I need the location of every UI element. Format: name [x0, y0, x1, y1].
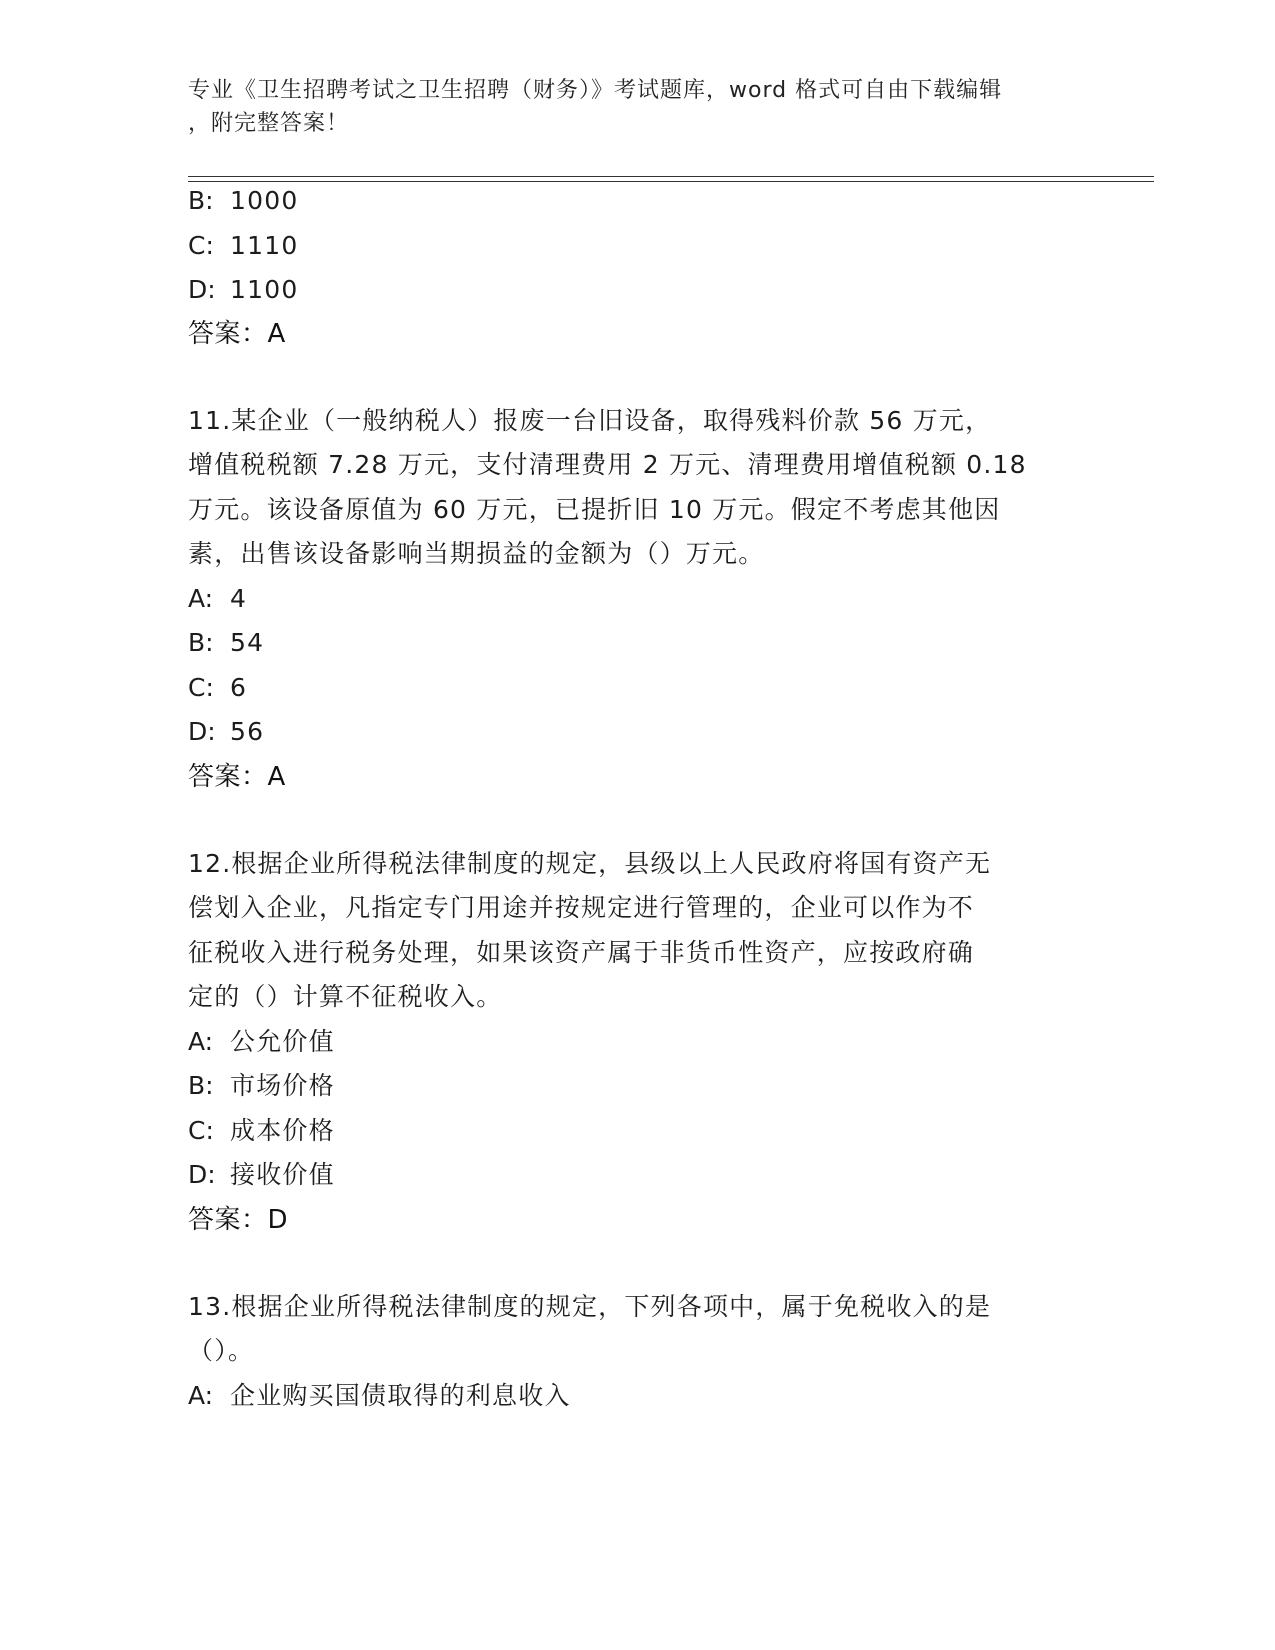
q10-option-b [188, 186, 298, 216]
option-text: 市场价格 [230, 1071, 335, 1100]
q13-stem-line-2: （）。 [188, 1336, 255, 1365]
option-label: A: [188, 584, 214, 613]
option-label: C: [188, 1116, 214, 1145]
option-text: 1000 [230, 186, 299, 215]
option-label: D: [188, 275, 216, 304]
option-text: 接收价值 [230, 1160, 335, 1189]
q11-stem-line-3: 万元。该设备原值为 60 万元，已提折旧 10 万元。假定不考虑其他因 [188, 495, 1001, 524]
q12-option-c [188, 1116, 335, 1146]
option-label: C: [188, 231, 214, 260]
header-line-2: ，附完整答案！ [188, 111, 350, 136]
q12-stem-line-4: 定的（）计算不征税收入。 [188, 982, 503, 1011]
option-text: 企业购买国债取得的利息收入 [230, 1381, 571, 1410]
q11-answer: 答案：A [188, 762, 286, 792]
q10-option-c [188, 231, 298, 261]
option-label: C: [188, 673, 214, 702]
q11-stem-line-2: 增值税税额 7.28 万元，支付清理费用 2 万元、清理费用增值税额 0.18 [188, 450, 1027, 479]
option-label: B: [188, 1071, 214, 1100]
option-text: 4 [230, 584, 248, 613]
q12-option-a [188, 1027, 335, 1057]
q12-answer: 答案：D [188, 1205, 289, 1235]
q12-stem-line-3: 征税收入进行税务处理，如果该资产属于非货币性资产，应按政府确 [188, 938, 975, 967]
q12-stem-line-1: 12.根据企业所得税法律制度的规定，县级以上人民政府将国有资产无 [188, 849, 992, 878]
option-label: A: [188, 1027, 214, 1056]
q12-option-b [188, 1071, 335, 1101]
q10-option-d [188, 275, 298, 305]
option-label: D: [188, 717, 216, 746]
header-divider-bottom [188, 181, 1154, 182]
q13-option-a [188, 1381, 571, 1411]
option-text: 6 [230, 673, 248, 702]
q11-option-b [188, 628, 264, 658]
option-text: 1110 [230, 231, 299, 260]
option-text: 成本价格 [230, 1116, 335, 1145]
option-label: A: [188, 1381, 214, 1410]
q12-stem-line-2: 偿划入企业，凡指定专门用途并按规定进行管理的，企业可以作为不 [188, 893, 975, 922]
option-label: B: [188, 186, 214, 215]
q12-option-d [188, 1160, 335, 1190]
option-text: 公允价值 [230, 1027, 335, 1056]
q10-answer: 答案：A [188, 319, 286, 349]
option-text: 1100 [230, 275, 299, 304]
q11-option-d [188, 717, 264, 747]
header-divider-top [188, 176, 1154, 177]
option-text: 54 [230, 628, 265, 657]
q13-stem-line-1: 13.根据企业所得税法律制度的规定，下列各项中，属于免税收入的是 [188, 1292, 992, 1321]
q11-stem-line-1: 11.某企业（一般纳税人）报废一台旧设备，取得残料价款 56 万元， [188, 406, 992, 435]
header-line-1: 专业《卫生招聘考试之卫生招聘（财务）》考试题库，word 格式可自由下载编辑 [188, 78, 1003, 103]
document-header [188, 74, 1068, 140]
option-label: D: [188, 1160, 216, 1189]
q11-option-a [188, 584, 247, 614]
q11-stem-line-4: 素，出售该设备影响当期损益的金额为（）万元。 [188, 539, 765, 568]
q11-option-c [188, 673, 247, 703]
option-text: 56 [230, 717, 265, 746]
option-label: B: [188, 628, 214, 657]
